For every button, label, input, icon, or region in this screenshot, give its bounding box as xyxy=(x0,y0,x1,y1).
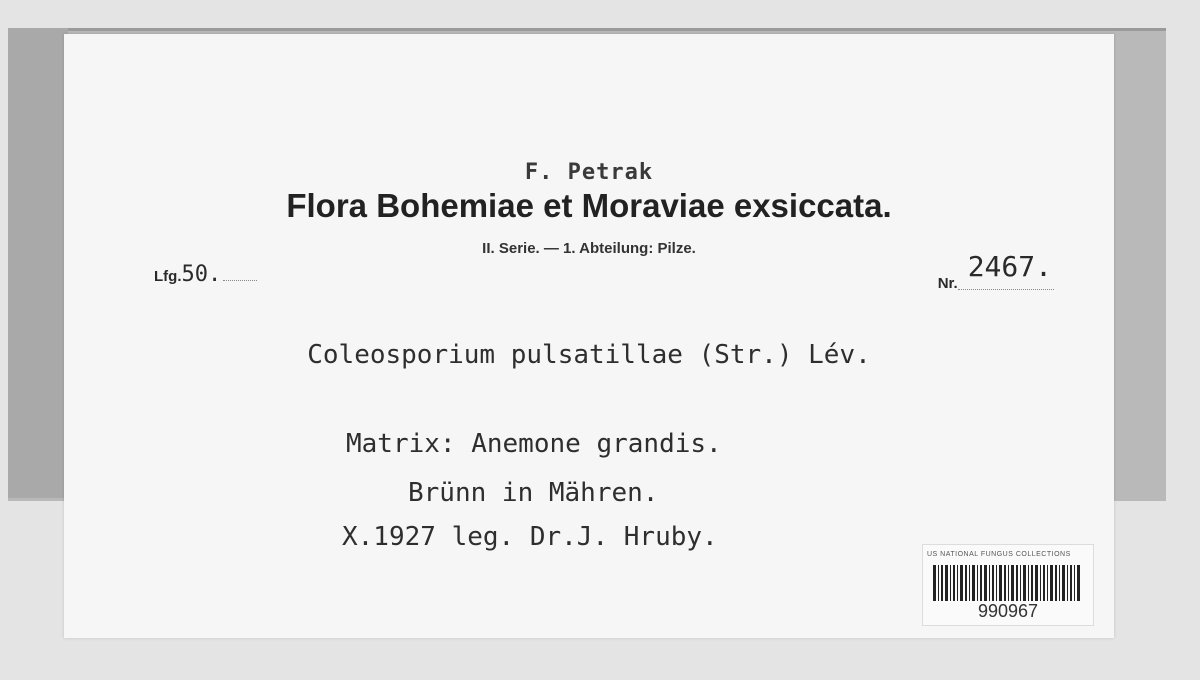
specimen-label xyxy=(64,34,1114,638)
lfg-label: Lfg. xyxy=(154,268,182,285)
number-label: Nr. xyxy=(937,275,958,292)
barcode-header: US NATIONAL FUNGUS COLLECTIONS xyxy=(927,551,1071,558)
series-line: II. Serie. — 1. Abteilung: Pilze. xyxy=(482,240,696,257)
locality-line: Brünn in Mähren. xyxy=(408,478,659,508)
lfg-field xyxy=(154,262,257,287)
herbarium-sheet-edge xyxy=(8,28,68,498)
exsiccata-title: Flora Bohemiae et Moraviae exsiccata. xyxy=(286,187,892,224)
number-value: 2467. xyxy=(958,250,1054,290)
barcode-number: 990967 xyxy=(977,601,1039,621)
barcode-label xyxy=(922,544,1094,626)
species-name: Coleosporium pulsatillae (Str.) Lév. xyxy=(307,340,871,370)
matrix-line: Matrix: Anemone grandis. xyxy=(346,429,722,459)
lfg-dotted-line xyxy=(223,280,257,281)
number-field xyxy=(938,250,1054,292)
barcode-icon xyxy=(933,565,1081,601)
lfg-value: 50. xyxy=(181,262,222,287)
collector-name: F. Petrak xyxy=(524,160,654,185)
date-collector-line: X.1927 leg. Dr.J. Hruby. xyxy=(342,522,718,552)
